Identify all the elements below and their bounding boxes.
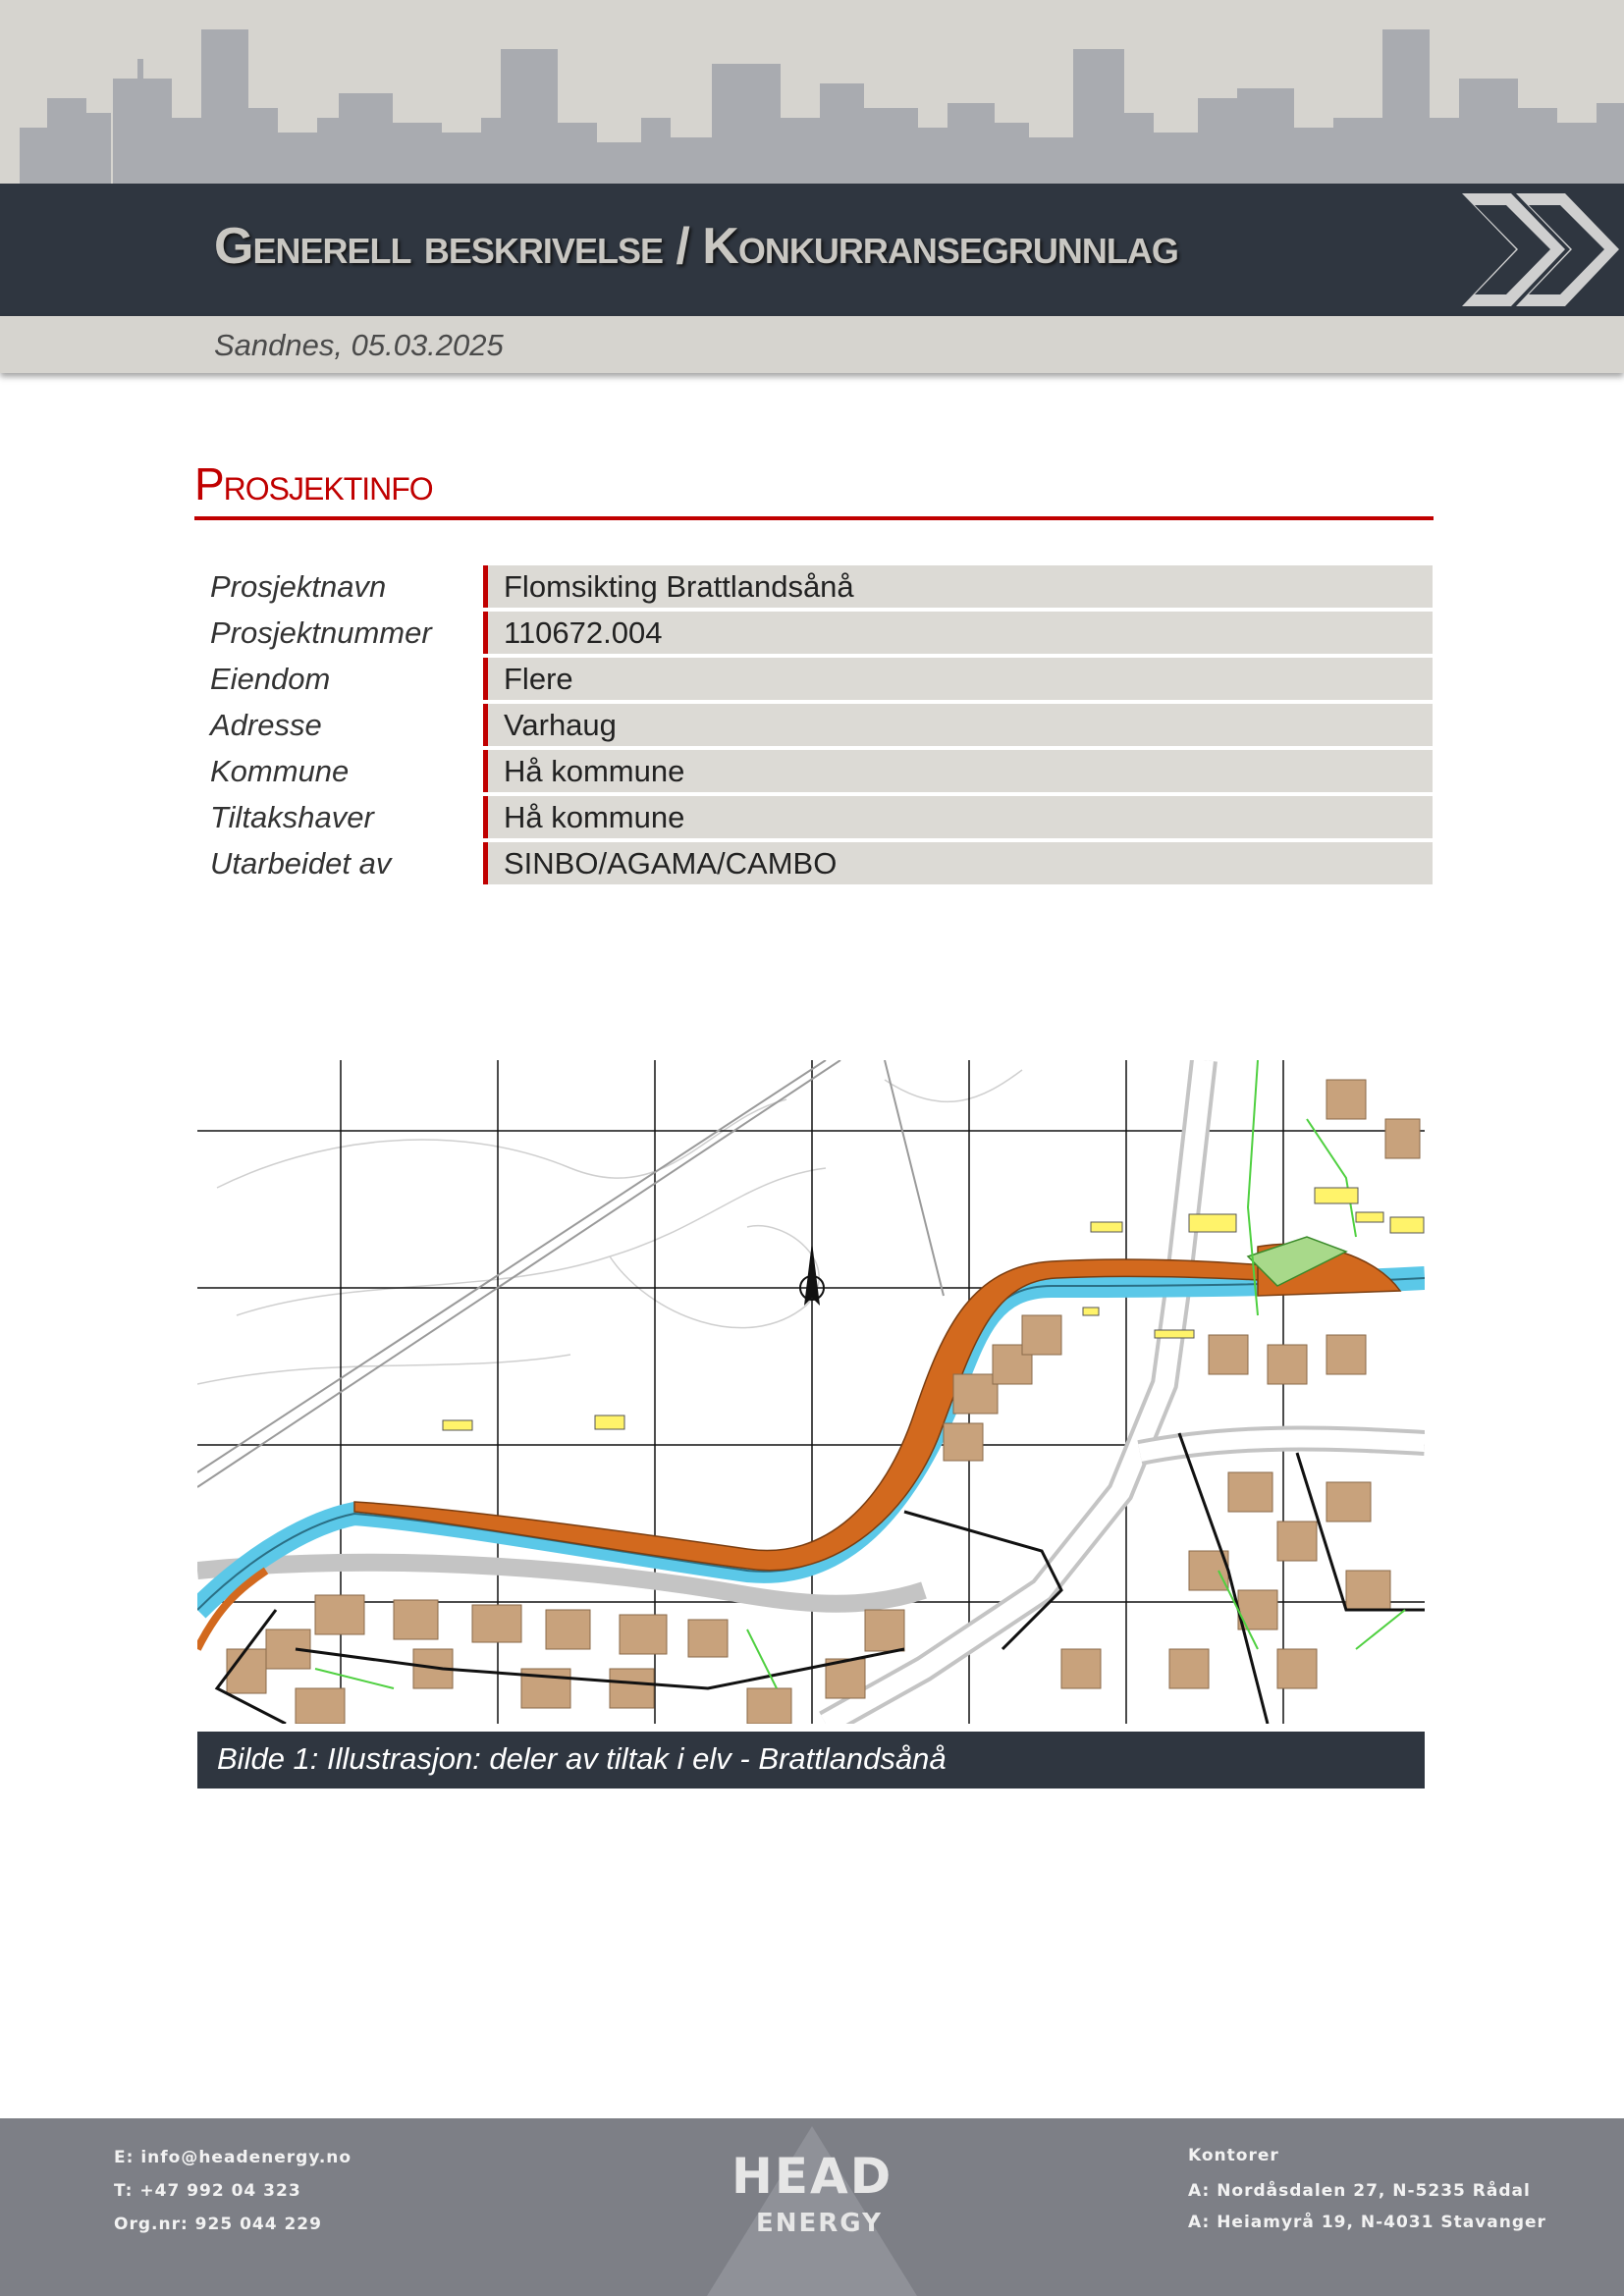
company-logo-head: HEAD [731,2148,893,2205]
info-value-cell [483,704,1433,746]
info-value: Varhaug [504,708,617,742]
info-label: Eiendom [210,662,331,696]
info-value-cell [483,750,1433,792]
info-label: Prosjektnavn [210,569,387,604]
document-title: Generell beskrivelse / Konkurransegrunnlag [214,218,1178,275]
info-value-cell [483,796,1433,838]
info-value: Flere [504,662,573,696]
info-value-cell [483,658,1433,700]
info-label: Utarbeidet av [210,846,392,881]
info-value: SINBO/AGAMA/CAMBO [504,846,838,881]
skyline-graphic [0,0,1624,187]
info-label: Adresse [210,708,322,742]
project-info-table [194,565,1428,888]
document-date: Sandnes, 05.03.2025 [214,328,504,362]
info-value: Flomsikting Brattlandsånå [504,569,854,604]
chevron-arrows-icon [1457,184,1624,316]
info-row [194,750,1428,796]
footer-phone: T: +47 992 04 323 [114,2181,301,2201]
info-value: 110672.004 [504,615,663,650]
skyline-header [0,0,1624,187]
footer-offices-title: Kontorer [1188,2146,1279,2165]
footer-office-2: A: Heiamyrå 19, N-4031 Stavanger [1188,2213,1546,2232]
info-row [194,658,1428,704]
info-value-cell [483,842,1433,884]
section-title: Prosjektinfo [194,458,433,509]
footer-logo-triangle [0,2118,1624,2296]
info-row [194,842,1428,888]
info-label: Kommune [210,754,350,788]
footer-office-1: A: Nordåsdalen 27, N-5235 Rådal [1188,2181,1531,2201]
info-value: Hå kommune [504,800,685,834]
site-plan-map [197,1060,1425,1724]
figure-caption-bar [197,1732,1425,1789]
info-value-cell [483,565,1433,608]
title-banner [0,184,1624,316]
footer [0,2118,1624,2296]
figure-caption: Bilde 1: Illustrasjon: deler av tiltak i elv - Brattlandsånå [217,1741,947,1776]
info-row [194,704,1428,750]
section-divider [194,516,1434,520]
footer-org-number: Org.nr: 925 044 229 [114,2215,322,2234]
info-label: Prosjektnummer [210,615,432,650]
company-logo-energy: ENERGY [756,2209,883,2238]
date-band [0,316,1624,373]
info-row [194,565,1428,612]
footer-email: E: info@headenergy.no [114,2148,352,2167]
info-label: Tiltakshaver [210,800,374,834]
info-value: Hå kommune [504,754,685,788]
info-row [194,796,1428,842]
info-value-cell [483,612,1433,654]
site-plan-drawing [197,1060,1425,1724]
info-row [194,612,1428,658]
